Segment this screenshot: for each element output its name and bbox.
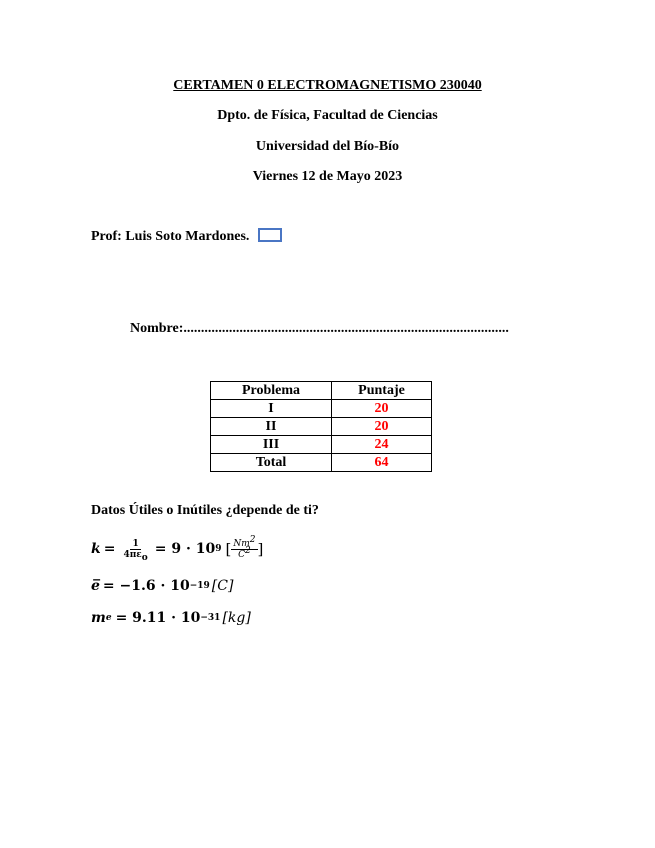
useful-data-heading: Datos Útiles o Inútiles ¿depende de ti? <box>91 503 319 518</box>
score-cell: 24 <box>332 436 432 454</box>
coulomb-constant-formula: k = $\frac{1}{4\pi\varepsilon_o}$ = 9 · 10 9 [ $\frac{Nm^2}{C^2}$ ] <box>91 534 264 563</box>
table-row <box>211 418 432 436</box>
electron-charge-formula: e̅ = −1.6 · 10 −19 [C] <box>91 578 234 594</box>
university-line: Universidad del Bío-Bío <box>255 139 400 154</box>
mass-value: = 9.11 · 10 <box>115 610 201 626</box>
mass-unit: [kg] <box>222 610 251 626</box>
blue-box-shape <box>258 228 282 242</box>
charge-value: = −1.6 · 10 <box>102 578 190 594</box>
score-table <box>210 381 432 472</box>
k-fraction: $\frac{1}{4\pi\varepsilon_o}$ <box>123 538 148 563</box>
score-cell: 20 <box>332 418 432 436</box>
exam-date: Viernes 12 de Mayo 2023 <box>252 169 403 184</box>
name-field[interactable]: Nombre:............................................................................................. <box>130 321 509 336</box>
score-cell: 64 <box>332 454 432 472</box>
mass-symbol: m <box>91 610 106 626</box>
header-puntaje: Puntaje <box>332 382 432 400</box>
k-unit: $\frac{Nm^2}{C^2}$ <box>233 534 256 560</box>
electron-mass-formula: m e = 9.11 · 10 −31 [kg] <box>91 610 251 626</box>
header-problema: Problema <box>211 382 332 400</box>
charge-symbol: e̅ <box>91 578 100 594</box>
table-row <box>211 436 432 454</box>
table-row <box>211 400 432 418</box>
table-header-row <box>211 382 432 400</box>
charge-unit: [C] <box>211 578 234 594</box>
problem-cell: Total <box>211 454 332 472</box>
table-row <box>211 454 432 472</box>
k-value: = 9 · 10 <box>154 541 216 557</box>
problem-cell: II <box>211 418 332 436</box>
department-line: Dpto. de Física, Facultad de Ciencias <box>217 108 438 123</box>
professor-name: Prof: Luis Soto Mardones. <box>91 229 250 244</box>
score-cell: 20 <box>332 400 432 418</box>
problem-cell: III <box>211 436 332 454</box>
professor-line <box>91 228 282 246</box>
k-symbol: k <box>91 541 101 557</box>
exam-title: CERTAMEN 0 ELECTROMAGNETISMO 230040 <box>173 78 482 93</box>
problem-cell: I <box>211 400 332 418</box>
